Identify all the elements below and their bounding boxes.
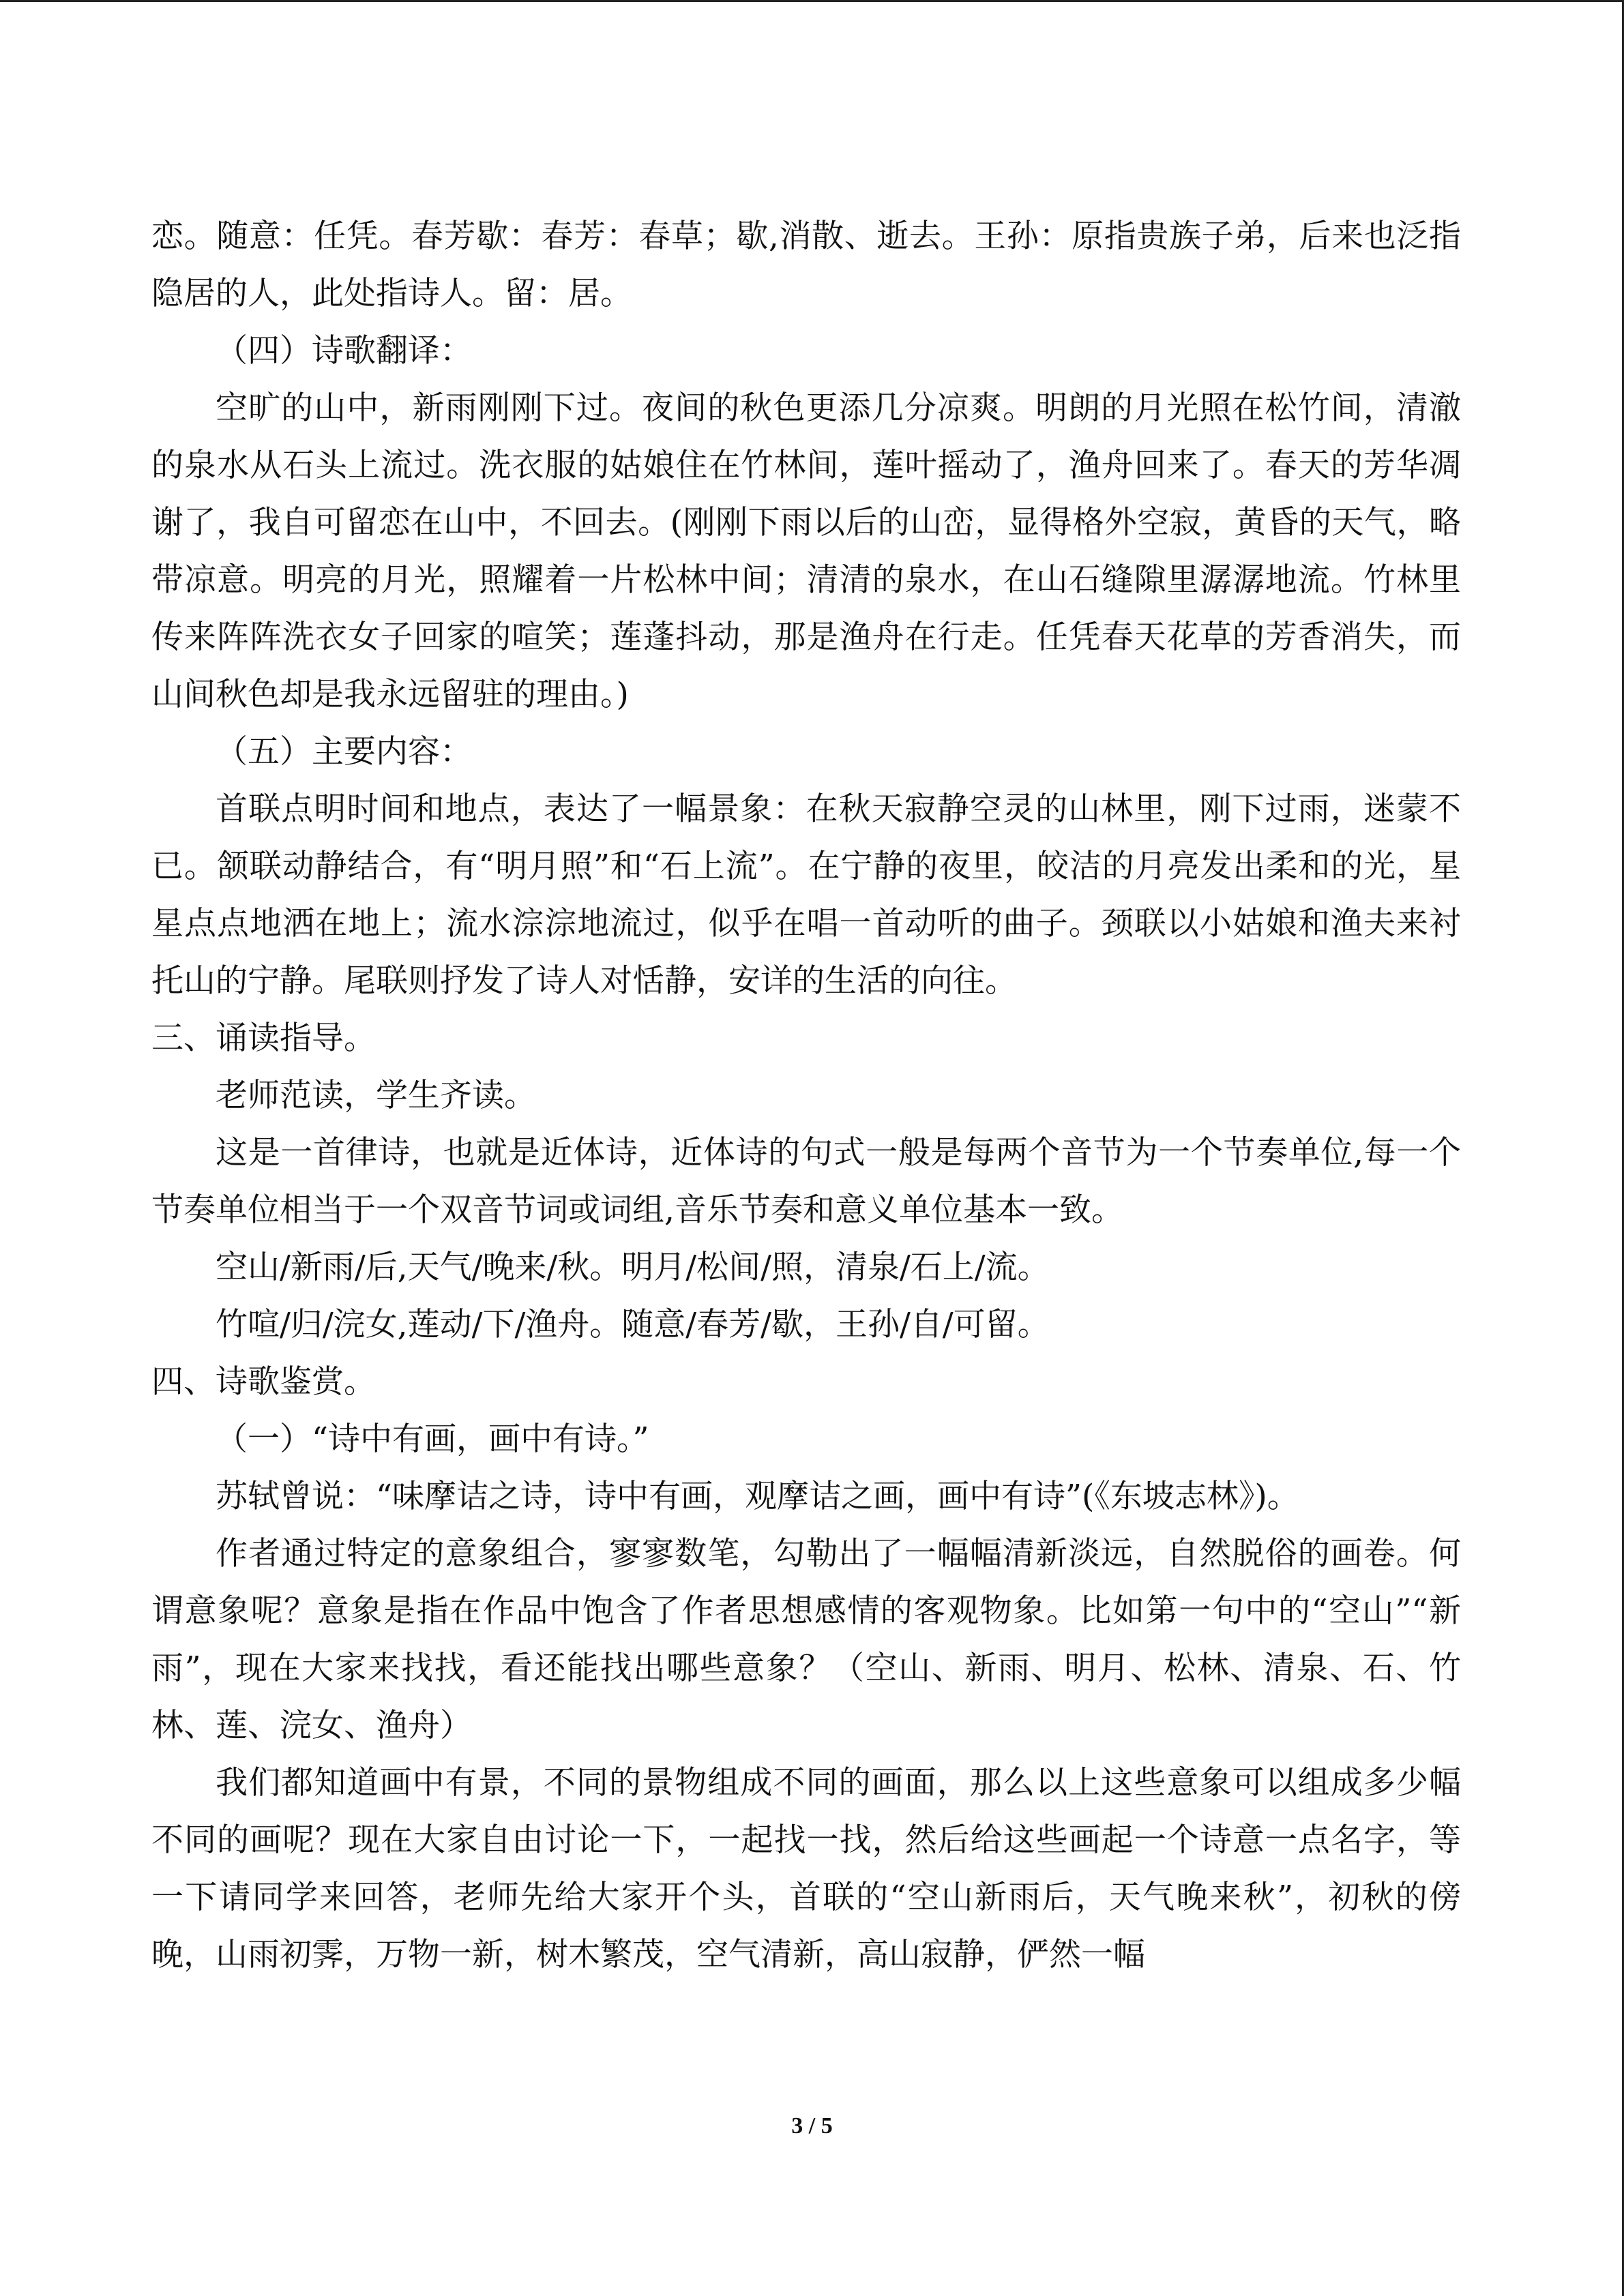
paragraph-sushi-quote: 苏轼曾说：“味摩诘之诗，诗中有画，观摩诘之画，画中有诗”(《东坡志林》)。: [216, 1478, 1299, 1515]
paragraph-reading-1: 老师范读，学生齐读。: [216, 1077, 536, 1114]
page-number: 3 / 5: [791, 2113, 833, 2138]
paragraph-reading-2: 这是一首律诗，也就是近体诗，近体诗的句式一般是每两个音节为一个节奏单位,每一个节奏单位相当于一个双音节词或词组,音乐节奏和意义单位基本一致。: [151, 1134, 1462, 1229]
paragraph-imagery: 作者通过特定的意象组合，寥寥数笔，勾勒出了一幅幅清新淡远，自然脱俗的画卷。何谓意象呢？意象是指在作品中饱含了作者思想感情的客观物象。比如第一句中的“空山”“新雨”，现在大家来找找，看还能找出哪些意象？（空山、新雨、明月、松林、清泉、石、竹林、莲、浣女、渔舟）: [151, 1535, 1461, 1744]
document-body: [151, 208, 1461, 1984]
poem-rhythm-line-1: 空山/新雨/后,天气/晚来/秋。明月/松间/照，清泉/石上/流。: [216, 1249, 1050, 1286]
section-heading-appreciation: 四、诗歌鉴赏。: [151, 1363, 376, 1401]
section-heading-reading-guide: 三、诵读指导。: [151, 1019, 376, 1057]
paragraph-continuation: 恋。随意：任凭。春芳歇：春芳：春草；歇,消散、逝去。王孙：原指贵族子弟，后来也泛指隐居的人，此处指诗人。留：居。: [151, 218, 1461, 312]
subheading-poetry-painting: （一）“诗中有画，画中有诗。”: [216, 1420, 649, 1458]
section-heading-translation: （四）诗歌翻译：: [216, 332, 472, 370]
section-heading-main-content: （五）主要内容：: [216, 733, 472, 771]
paragraph-discussion: 我们都知道画中有景，不同的景物组成不同的画面，那么以上这些意象可以组成多少幅不同的画呢？现在大家自由讨论一下，一起找一找，然后给这些画起一个诗意一点名字，等一下请同学来回答，老师先给大家开个头，首联的“空山新雨后，天气晚来秋”，初秋的傍晚，山雨初霁，万物一新，树木繁茂，空气清新，高山寂静，俨然一幅: [151, 1764, 1461, 1973]
paragraph-translation: 空旷的山中，新雨刚刚下过。夜间的秋色更添几分凉爽。明朗的月光照在松竹间，清澈的泉水从石头上流过。洗衣服的姑娘住在竹林间，莲叶摇动了，渔舟回来了。春天的芳华凋谢了，我自可留恋在山中，不回去。(刚刚下雨以后的山峦，显得格外空寂，黄昏的天气，略带凉意。明亮的月光，照耀着一片松林中间；清清的泉水，在山石缝隙里潺潺地流。竹林里传来阵阵洗衣女子回家的喧笑；莲蓬抖动，那是渔舟在行走。任凭春天花草的芳香消失，而山间秋色却是我永远留驻的理由。): [151, 389, 1461, 713]
poem-rhythm-line-2: 竹喧/归/浣女,莲动/下/渔舟。随意/春芳/歇，王孙/自/可留。: [216, 1306, 1050, 1343]
paragraph-main-content: 首联点明时间和地点，表达了一幅景象：在秋天寂静空灵的山林里，刚下过雨，迷蒙不已。颔联动静结合，有“明月照”和“石上流”。在宁静的夜里，皎洁的月亮发出柔和的光，星星点点地洒在地上；流水淙淙地流过，似乎在唱一首动听的曲子。颈联以小姑娘和渔夫来衬托山的宁静。尾联则抒发了诗人对恬静，安详的生活的向往。: [151, 790, 1461, 1000]
